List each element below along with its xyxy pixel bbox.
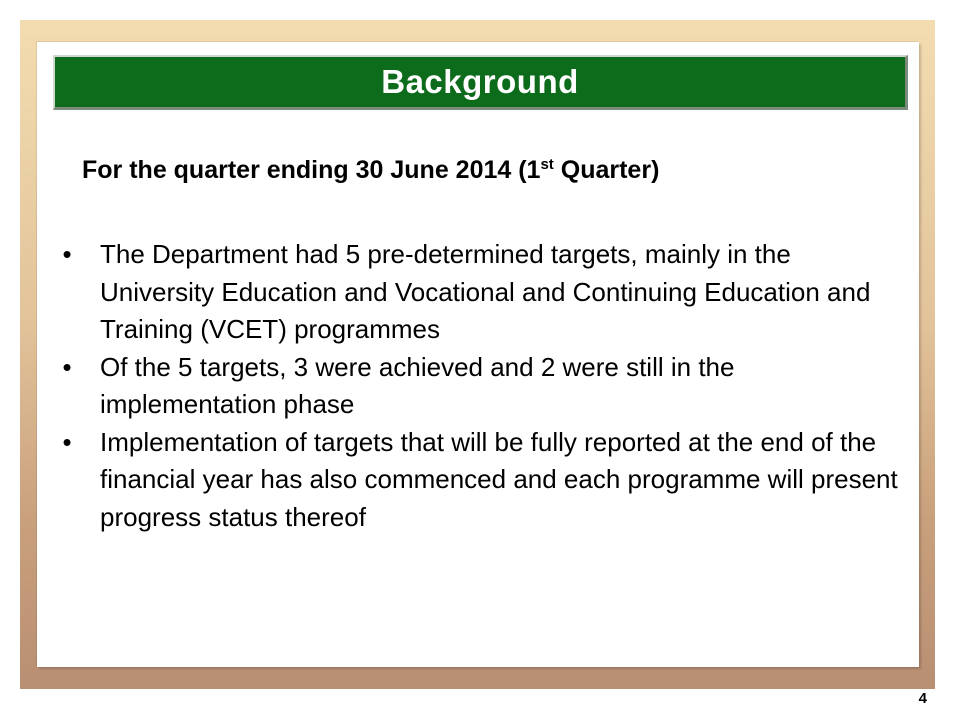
- bullet-icon: •: [62, 351, 72, 382]
- bullet-icon: •: [62, 426, 72, 457]
- bullet-text: Of the 5 targets, 3 were achieved and 2 were still in the implementation phase: [100, 351, 735, 419]
- subheading-suffix: Quarter): [553, 156, 660, 184]
- bullet-item: [60, 424, 910, 537]
- quarter-subheading: [82, 156, 659, 185]
- bullet-item: [60, 349, 910, 424]
- bullet-list: [60, 236, 910, 536]
- title-banner: [53, 55, 908, 110]
- bullet-text: The Department had 5 pre-determined targets, mainly in the University Education and Vocational and Continuing Education and Training (VCET) programmes: [100, 239, 871, 344]
- subheading-superscript: st: [540, 156, 554, 173]
- subheading-prefix: For the quarter ending 30 June 2014 (1: [82, 156, 541, 184]
- page-number: 4: [918, 690, 927, 707]
- slide-title: Background: [381, 63, 579, 100]
- bullet-item: [60, 236, 910, 349]
- bullet-icon: •: [62, 239, 72, 269]
- bullet-text: Implementation of targets that will be fully reported at the end of the financial year has also commenced and each programme will present progress status thereof: [100, 426, 898, 532]
